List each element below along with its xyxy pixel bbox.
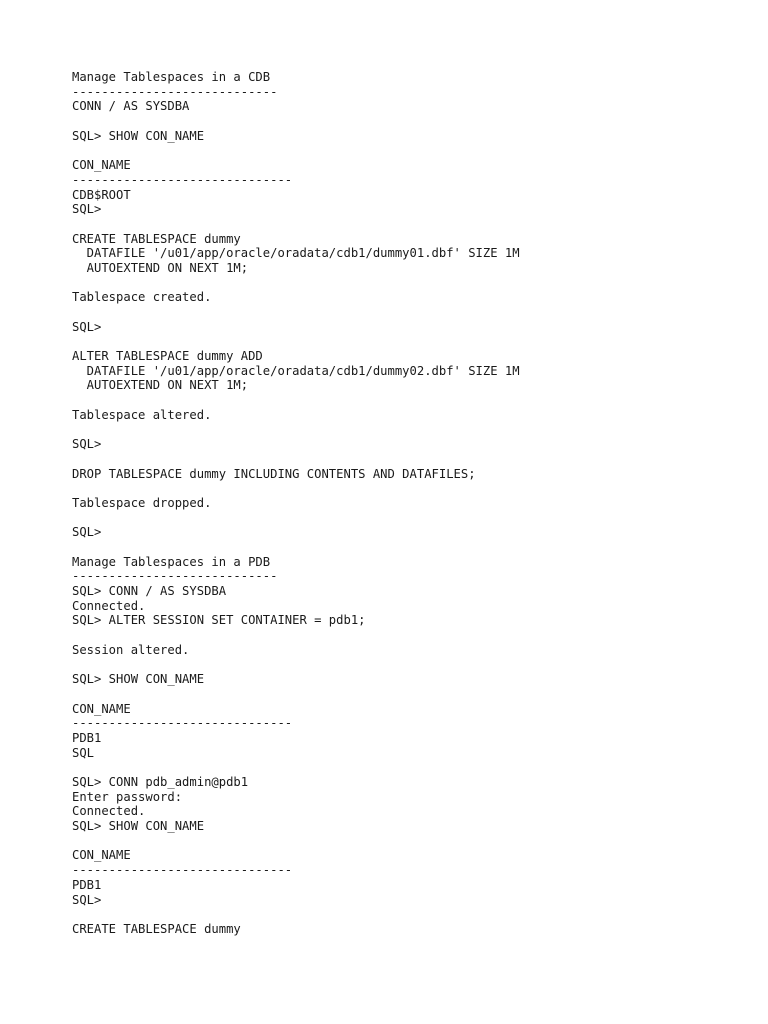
document-line: DATAFILE '/u01/app/oracle/oradata/cdb1/dummy02.dbf' SIZE 1M (72, 363, 520, 378)
document-line (72, 423, 520, 438)
document-line (72, 452, 520, 467)
document-line: Enter password: (72, 789, 183, 804)
document-line (72, 393, 520, 408)
document-line: SQL> ALTER SESSION SET CONTAINER = pdb1; (72, 613, 366, 628)
document-line: CREATE TABLESPACE dummy (72, 921, 241, 936)
document-line: SQL (72, 745, 95, 760)
document-line: AUTOEXTEND ON NEXT 1M; (72, 378, 249, 393)
document-line: Connected. (72, 598, 146, 613)
document-line: ------------------------------ (72, 863, 293, 878)
document-line: ------------------------------ (72, 716, 293, 731)
document-text (72, 70, 520, 937)
document-line: Session altered. (72, 642, 190, 657)
document-line (72, 114, 520, 129)
document-line (72, 276, 520, 291)
document-line: Tablespace created. (72, 290, 212, 305)
document-line (72, 687, 520, 702)
document-line (72, 540, 520, 555)
document-line: Connected. (72, 804, 146, 819)
document-line: Tablespace dropped. (72, 495, 212, 510)
document-line: DATAFILE '/u01/app/oracle/oradata/cdb1/dummy01.dbf' SIZE 1M (72, 246, 520, 261)
document-line: CON_NAME (72, 158, 131, 173)
document-line: Manage Tablespaces in a PDB (72, 554, 271, 569)
document-line (72, 334, 520, 349)
document-line: SQL> (72, 525, 102, 540)
document-line: Tablespace altered. (72, 407, 212, 422)
document-line (72, 834, 520, 849)
document-line (72, 143, 520, 158)
document-line: ------------------------------ (72, 172, 293, 187)
document-line: SQL> (72, 437, 102, 452)
document-line (72, 305, 520, 320)
document-line (72, 511, 520, 526)
document-line: PDB1 (72, 730, 102, 745)
document-line: SQL> (72, 319, 102, 334)
document-line: SQL> (72, 202, 102, 217)
document-line (72, 217, 520, 232)
document-line: CON_NAME (72, 848, 131, 863)
document-line: Manage Tablespaces in a CDB (72, 70, 271, 84)
document-line (72, 658, 520, 673)
document-line: CREATE TABLESPACE dummy (72, 231, 241, 246)
document-line: SQL> (72, 892, 102, 907)
document-line (72, 907, 520, 922)
document-line: CON_NAME (72, 701, 131, 716)
document-line: CONN / AS SYSDBA (72, 99, 190, 114)
document-line: SQL> CONN / AS SYSDBA (72, 584, 227, 599)
document-line: SQL> SHOW CON_NAME (72, 819, 205, 834)
document-line (72, 481, 520, 496)
document-line: SQL> SHOW CON_NAME (72, 672, 205, 687)
document-line: ALTER TABLESPACE dummy ADD (72, 349, 263, 364)
document-line: SQL> SHOW CON_NAME (72, 128, 205, 143)
document-line: ---------------------------- (72, 84, 278, 99)
document-line: SQL> CONN pdb_admin@pdb1 (72, 775, 249, 789)
document-line: ---------------------------- (72, 569, 278, 584)
document-line: AUTOEXTEND ON NEXT 1M; (72, 260, 249, 275)
document-line: CDB$ROOT (72, 187, 131, 202)
document-line (72, 628, 520, 643)
document-line: PDB1 (72, 877, 102, 892)
document-line (72, 760, 520, 775)
document-line: DROP TABLESPACE dummy INCLUDING CONTENTS AND DATAFILES; (72, 466, 476, 481)
